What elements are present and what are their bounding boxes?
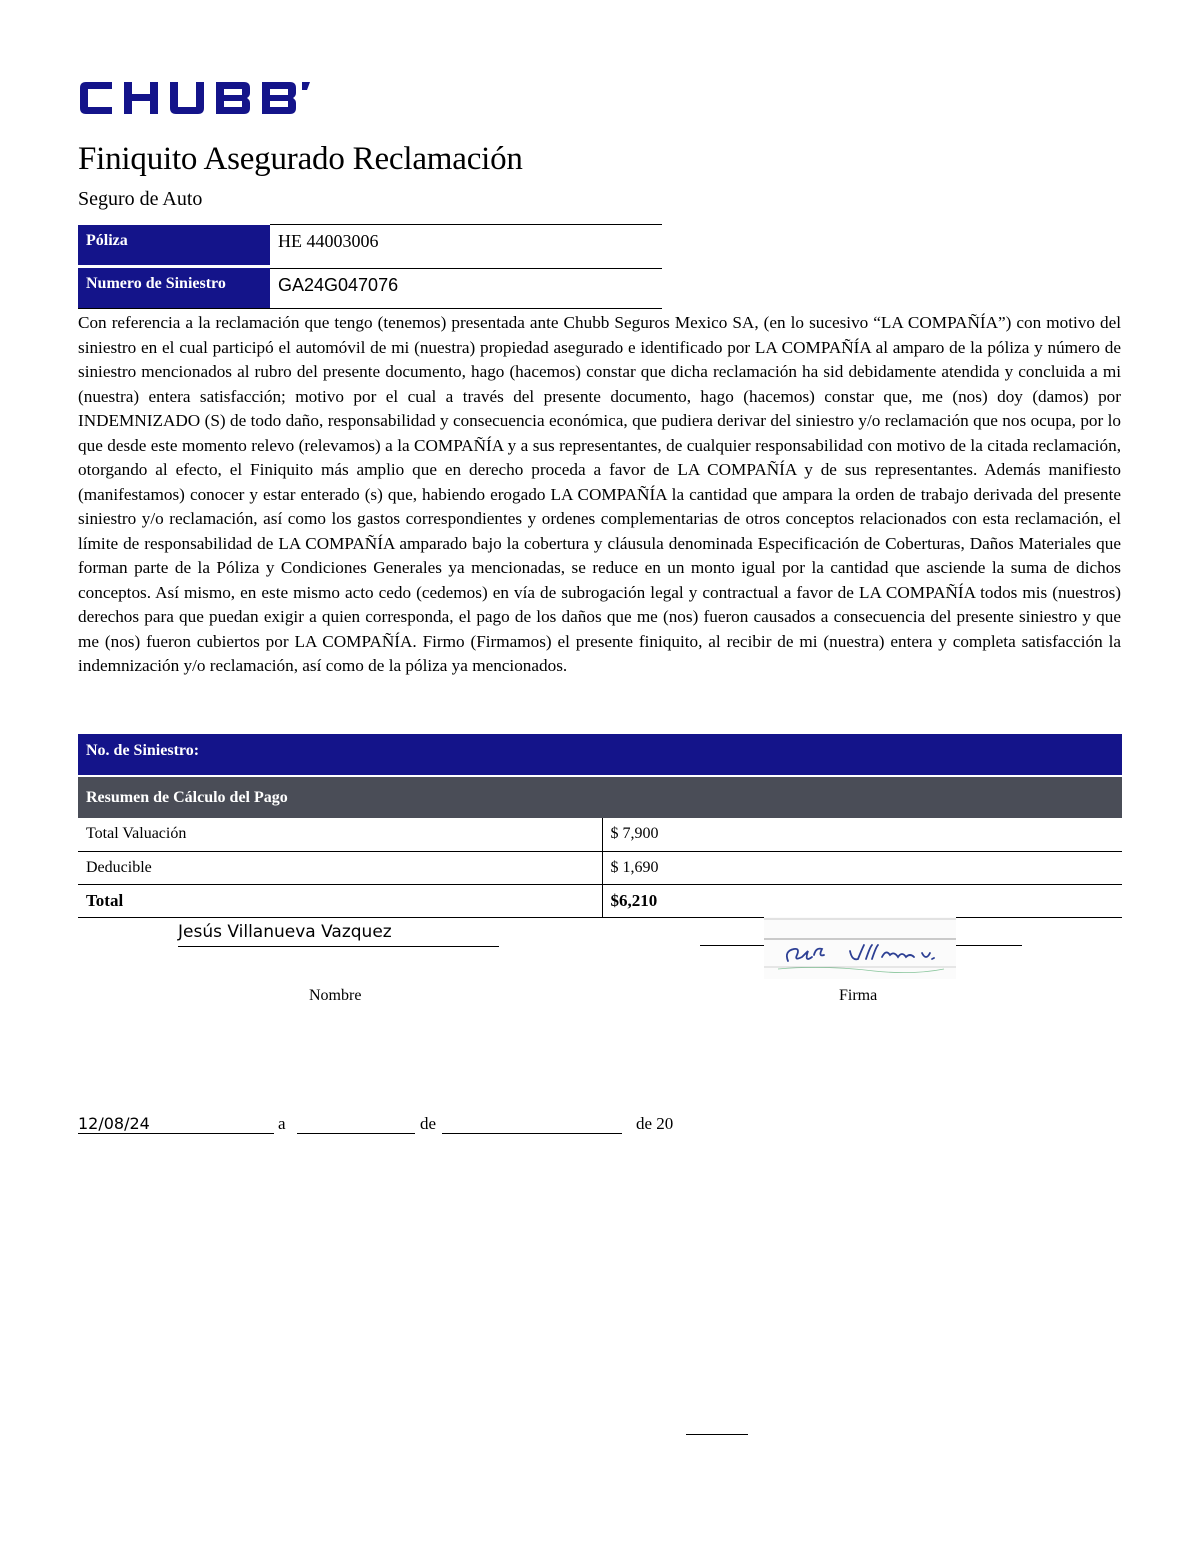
no-siniestro-label: No. de Siniestro: <box>78 734 1122 776</box>
date-a: a <box>278 1114 286 1133</box>
policy-row <box>78 225 662 265</box>
no-siniestro-header <box>78 734 1122 776</box>
table-row <box>78 818 1122 851</box>
row-value: $ 7,900 <box>602 818 1122 851</box>
total-row <box>78 884 1122 917</box>
siniestro-value: GA24G047076 <box>270 268 662 308</box>
bottom-line <box>686 1434 748 1435</box>
nombre-label: Nombre <box>309 987 362 1004</box>
siniestro-row <box>78 268 662 308</box>
row-label: Total Valuación <box>78 818 602 851</box>
row-label: Deducible <box>78 851 602 884</box>
date-de: de <box>420 1114 437 1133</box>
name-line <box>178 946 499 947</box>
document-title: Finiquito Asegurado Reclamación <box>78 141 523 177</box>
resumen-header <box>78 776 1122 818</box>
poliza-label: Póliza <box>78 225 270 265</box>
month-underline <box>442 1133 622 1134</box>
poliza-value: HE 44003006 <box>270 225 662 265</box>
date-value: 12/08/24 <box>78 1114 150 1133</box>
firma-label: Firma <box>839 987 878 1004</box>
row-value: $ 1,690 <box>602 851 1122 884</box>
calc-table <box>78 734 1122 918</box>
date-de-20: de 20 <box>636 1114 674 1133</box>
total-value: $6,210 <box>602 884 1122 917</box>
date-underline <box>78 1133 274 1134</box>
handwritten-signature <box>764 917 956 979</box>
document-subtitle: Seguro de Auto <box>78 188 203 210</box>
resumen-label: Resumen de Cálculo del Pago <box>78 776 1122 818</box>
table-row <box>78 851 1122 884</box>
policy-table <box>78 224 662 309</box>
siniestro-label: Numero de Siniestro <box>78 268 270 308</box>
chubb-logo <box>78 82 328 114</box>
body-text: Con referencia a la reclamación que tengo (tenemos) presentada ante Chubb Seguros Mexico SA, (en lo sucesivo “LA COMPAÑÍA”) con motivo del siniestro en el cual participó el automóvil de mi (nuestra) propiedad asegurado e identificado por LA COMPAÑÍA al amparo de la póliza y número de siniestro mencionados al rubro del presente documento, hago (hacemos) constar que dicha reclamación ha sid debidamente atendida y concluida a mi (nuestra) entera satisfacción; motivo por el cual a través del presente documento, hago (hacemos) constar que, me (nos) doy (damos) por INDEMNIZADO (S) de todo daño, responsabilidad y consecuencia económica, que pudiera derivar del siniestro y/o reclamación que nos ocupa, por lo que desde este momento relevo (relevamos) a la COMPAÑÍA y a sus representantes, de cualquier responsabilidad con motivo de la citada reclamación, otorgando al efecto, el Finiquito más amplio que en derecho proceda a favor de LA COMPAÑÍA y de sus representantes. Además manifiesto (manifestamos) conocer y estar enterado (s) que, habiendo erogado LA COMPAÑÍA la cantidad que ampara la orden de trabajo derivada del presente siniestro y/o reclamación, así como los gastos correspondientes y ordenes complementarias de otros conceptos relacionados con esta reclamación, el límite de responsabilidad de LA COMPAÑÍA amparado bajo la cobertura y cláusula denominada Especificación de Coberturas, Daños Materiales que forman parte de la Póliza y Condiciones Generales ya mencionadas, se reduce en un monto igual por la cantidad que asciende la suma de dichos conceptos. Así mismo, en este mismo acto cedo (cedemos) en vía de subrogación legal y contractual a favor de LA COMPAÑÍA todos mis (nuestros) derechos para que puedan exigir a quien corresponda, el pago de los daños que me (nos) fueron causados a consecuencia del presente siniestro y que me (nos) fueron cubiertos por LA COMPAÑÍA. Firmo (Firmamos) el presente finiquito, al recibir de mi (nuestra) entera y completa satisfacción la indemnización y/o reclamación, así como de la póliza ya mencionados. <box>78 313 1121 675</box>
signer-name: Jesús Villanueva Vazquez <box>178 922 392 942</box>
total-label: Total <box>78 884 602 917</box>
day-underline <box>297 1133 415 1134</box>
